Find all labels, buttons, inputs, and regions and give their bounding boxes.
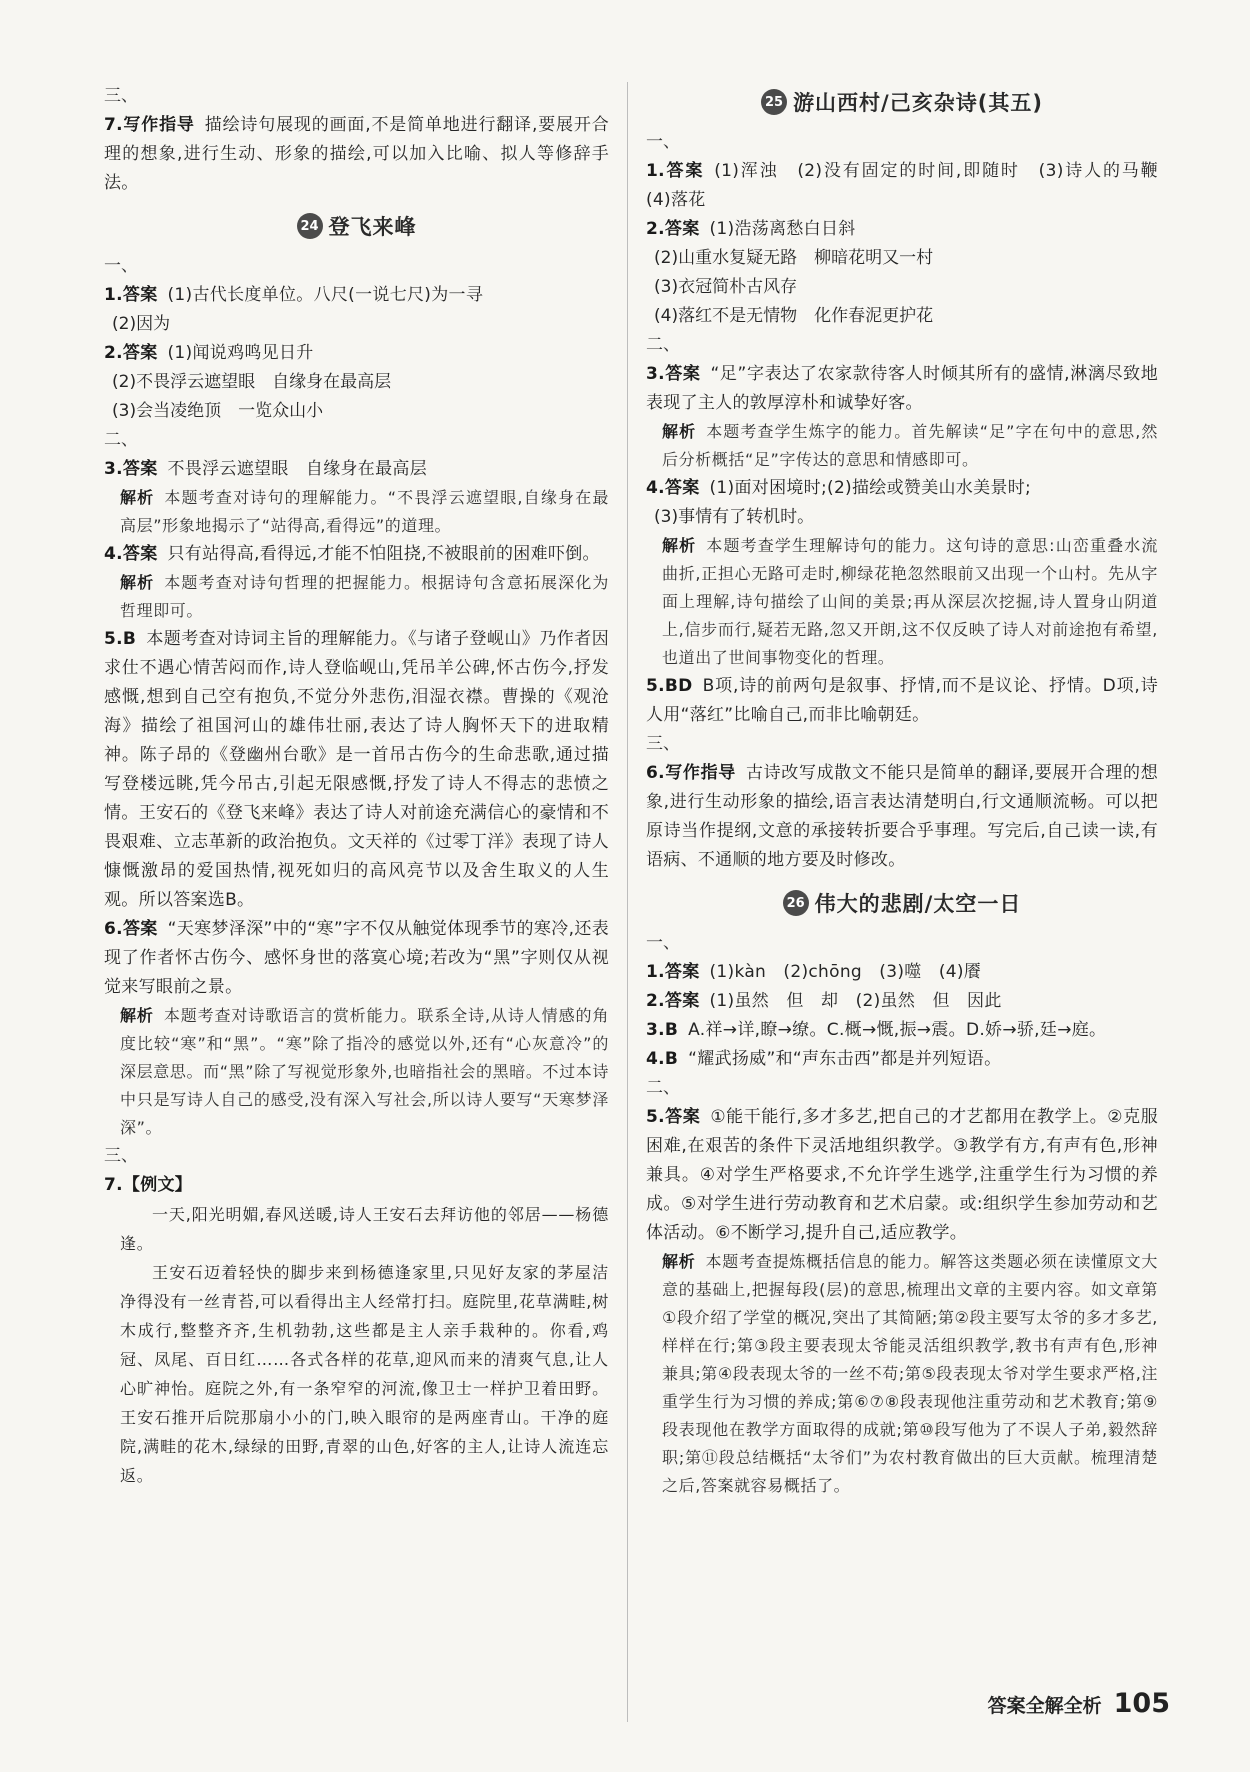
explanation (646, 532, 1158, 672)
answer-text: “天寒梦泽深”中的“寒”字不仅从触觉体现季节的寒冷,还表现了作者怀古伤今、感怀身世的落寞心境;若改为“黑”字则仅从视觉来写眼前之景。 (104, 919, 609, 997)
answer-text: (1)kàn (2)chōng (3)噬 (4)餍 (709, 962, 982, 982)
answer-text: 不畏浮云遮望眼 自缘身在最高层 (167, 459, 427, 479)
answer-tag: 答案 (664, 219, 700, 239)
section-26-header (646, 883, 1158, 923)
question-number: 3.B (646, 1020, 679, 1040)
section-mark: 二、 (104, 430, 138, 450)
answer-text: (1)浑浊 (2)没有固定的时间,即随时 (3)诗人的马鞭 (4)落花 (646, 161, 1176, 210)
question-1 (646, 958, 1158, 987)
question-number: 4. (104, 544, 123, 564)
explanation-text: 本题考查对诗句哲理的把握能力。根据诗句含意拓展深化为哲理即可。 (120, 573, 610, 620)
explanation-text: 本题考查提炼概括信息的能力。解答这类题必须在读懂原文大意的基础上,把握每段(层)的意思,梳理出文章的主要内容。如文章第①段介绍了学堂的概况,突出了其简陋;第②段主要写太爷的多才多艺,样样在行;第③段主要表现太爷能灵活组织教学,教书有声有色,形神兼具;第④段表现太爷的一丝不苟;第⑤段表现太爷对学生要求严格,注重学生行为习惯的养成;第⑥⑦⑧段表现他注重劳动和艺术教育;第⑨段表现他在教学方面取得的成就;第⑩段写他为了不误人子弟,毅然辞职;第⑪段总结概括“太爷们”为农村教育做出的巨大贡献。梳理清楚之后,答案就容易概括了。 (662, 1252, 1158, 1495)
explanation-text: 本题考查对诗歌语言的赏析能力。联系全诗,从诗人情感的角度比较“寒”和“黑”。“寒”除了指冷的感觉以外,还有“心灰意冷”的深层意思。而“黑”除了写视觉形象外,也暗指社会的黑暗。不过本诗中只是写诗人自己的感受,没有深入写社会,所以诗人要写“天寒梦泽深”。 (120, 1006, 609, 1137)
left-column (104, 82, 609, 1490)
question-number: 6. (646, 763, 665, 783)
section-mark: 三、 (646, 734, 680, 754)
question-number: 7. (104, 115, 123, 135)
question-4 (646, 474, 1158, 503)
answer-text: (1)虽然 但 却 (2)虽然 但 因此 (709, 991, 1002, 1011)
question-number: 3. (646, 364, 665, 384)
question-4 (646, 1045, 1158, 1074)
question-4 (104, 540, 609, 569)
section-mark: 二、 (646, 335, 680, 355)
section-24-header (104, 206, 609, 246)
question-number: 2. (104, 343, 123, 363)
question-number: 1. (646, 161, 665, 181)
question-number: 5.BD (646, 676, 693, 696)
answer-line: (1)面对困境时;(2)描绘或赞美山水美景时; (709, 478, 1032, 498)
section-mark: 三、 (104, 86, 138, 106)
answer-tag: 答案 (664, 962, 700, 982)
question-5 (646, 1103, 1158, 1248)
answer-tag: 答案 (664, 364, 701, 384)
explanation-text: 本题考查学生炼字的能力。首先解读“足”字在句中的意思,然后分析概括“足”字传达的意思和情感即可。 (662, 422, 1159, 469)
answer-line: (3)会当凌绝顶 一览众山小 (112, 401, 324, 421)
answer-tag: 写作指导 (664, 763, 736, 783)
section-mark: 二、 (646, 1078, 680, 1098)
question-2 (104, 339, 609, 368)
question-2 (646, 987, 1158, 1016)
question-number: 4. (646, 478, 665, 498)
question-number: 4.B (646, 1049, 679, 1069)
answer-text: A.祥→详,瞭→缭。C.概→慨,振→震。D.娇→骄,廷→庭。 (688, 1020, 1107, 1040)
answer-tag: 答案 (664, 1107, 701, 1127)
question-number: 7. (104, 1175, 123, 1195)
answer-tag: 答案 (122, 343, 158, 363)
answer-tag: 答案 (122, 919, 158, 939)
answer-text: B项,诗的前两句是叙事、抒情,而不是议论、抒情。D项,诗人用“落红”比喻自己,而非比喻朝廷。 (646, 676, 1158, 725)
question-6-writing-guide (646, 759, 1158, 875)
right-column (646, 82, 1176, 1500)
answer-tag: 答案 (122, 459, 158, 479)
answer-line: (1)闻说鸡鸣见日升 (167, 343, 314, 363)
answer-text: 只有站得高,看得远,才能不怕阻挠,不被眼前的困难吓倒。 (167, 544, 600, 564)
question-5 (104, 625, 609, 915)
question-number: 6. (104, 919, 123, 939)
question-7-writing-guide (104, 111, 609, 198)
explanation (646, 418, 1158, 474)
explanation-label: 解析 (120, 573, 155, 592)
question-3 (646, 360, 1158, 418)
question-7-essay (104, 1171, 609, 1200)
question-3 (646, 1016, 1158, 1045)
section-mark: 一、 (646, 132, 680, 152)
answer-line: (2)因为 (112, 314, 171, 334)
question-number: 5.B (104, 629, 137, 649)
answer-tag: 答案 (122, 285, 158, 305)
answer-text: 本题考查对诗词主旨的理解能力。《与诸子登岘山》乃作者因求仕不遇心情苦闷而作,诗人登临岘山,凭吊羊公碑,怀古伤今,抒发感慨,想到自己空有抱负,不觉分外悲伤,泪湿衣襟。曹操的《观沧海》描绘了祖国河山的雄伟壮丽,表达了诗人胸怀天下的进取精神。陈子昂的《登幽州台歌》是一首吊古伤今的生命悲歌,通过描写登楼远眺,凭今吊古,引起无限感慨,抒发了诗人不得志的悲愤之情。王安石的《登飞来峰》表达了诗人对前途充满信心的豪情和不畏艰难、立志革新的政治抱负。文天祥的《过零丁洋》表现了诗人慷慨激昂的爱国热情,视死如归的高风亮节以及舍生取义的人生观。所以答案选B。 (104, 629, 609, 910)
lesson-number-badge: 26 (783, 890, 809, 916)
footer-label: 答案全解全析 (987, 1695, 1102, 1717)
question-1 (104, 281, 609, 310)
question-number: 2. (646, 991, 665, 1011)
column-divider (627, 82, 628, 1722)
explanation (646, 1248, 1158, 1500)
explanation (104, 484, 609, 540)
answer-tag: 答案 (122, 544, 158, 564)
answer-text: “耀武扬威”和“声东击西”都是并列短语。 (688, 1049, 1002, 1069)
answer-tag: 答案 (664, 161, 705, 181)
answer-line: (1)浩荡离愁白日斜 (709, 219, 856, 239)
answer-line: (3)事情有了转机时。 (654, 507, 815, 527)
explanation-label: 解析 (662, 422, 697, 441)
answer-tag: 【例文】 (122, 1175, 193, 1195)
lesson-title: 伟大的悲剧/太空一日 (814, 892, 1022, 916)
question-number: 5. (646, 1107, 665, 1127)
answer-text: ①能干能行,多才多艺,把自己的才艺都用在教学上。②克服困难,在艰苦的条件下灵活地组织教学。③教学有方,有声有色,形神兼具。④对学生严格要求,不允许学生逃学,注重学生行为习惯的养成。⑤对学生进行劳动教育和艺术启蒙。或:组织学生参加劳动和艺体活动。⑥不断学习,提升自己,适应教学。 (646, 1107, 1159, 1243)
answer-text: “足”字表达了农家款待客人时倾其所有的盛情,淋漓尽致地表现了主人的敦厚淳朴和诚挚好客。 (646, 364, 1158, 413)
section-mark: 一、 (104, 256, 138, 276)
explanation-text: 本题考查对诗句的理解能力。“不畏浮云遮望眼,自缘身在最高层”形象地揭示了“站得高,看得远”的道理。 (120, 488, 609, 535)
question-3 (104, 455, 609, 484)
answer-tag: 写作指导 (122, 115, 195, 135)
answer-text: 描绘诗句展现的画面,不是简单地进行翻译,要展开合理的想象,进行生动、形象的描绘,可以加入比喻、拟人等修辞手法。 (104, 115, 609, 193)
page-footer (988, 1688, 1170, 1719)
lesson-title: 登飞来峰 (328, 215, 417, 239)
question-number: 3. (104, 459, 123, 479)
explanation-label: 解析 (662, 1252, 696, 1271)
lesson-title: 游山西村/己亥杂诗(其五) (793, 91, 1043, 115)
explanation (104, 569, 609, 625)
essay-paragraph: 王安石迈着轻快的脚步来到杨德逢家里,只见好友家的茅屋洁净得没有一丝青苔,可以看得出主人经常打扫。庭院里,花草满畦,树木成行,整整齐齐,生机勃勃,这些都是主人亲手栽种的。你看,鸡冠、凤尾、百日红……各式各样的花草,迎风而来的清爽气息,让人心旷神怡。庭院之外,有一条窄窄的河流,像卫士一样护卫着田野。王安石推开后院那扇小小的门,映入眼帘的是两座青山。干净的庭院,满畦的花木,绿绿的田野,青翠的山色,好客的主人,让诗人流连忘返。 (120, 1263, 609, 1485)
lesson-number-badge: 24 (297, 213, 323, 239)
answer-tag: 答案 (664, 991, 700, 1011)
explanation-label: 解析 (120, 1006, 154, 1025)
question-number: 1. (104, 285, 123, 305)
question-6 (104, 915, 609, 1002)
question-number: 2. (646, 219, 665, 239)
lesson-number-badge: 25 (761, 89, 787, 115)
answer-line: (3)衣冠简朴古风存 (654, 277, 798, 297)
answer-line: (2)不畏浮云遮望眼 自缘身在最高层 (112, 372, 392, 392)
explanation (104, 1002, 609, 1142)
explanation-label: 解析 (120, 488, 155, 507)
explanation-label: 解析 (662, 536, 697, 555)
answer-tag: 答案 (664, 478, 700, 498)
section-mark: 三、 (104, 1146, 138, 1166)
answer-line: (4)落红不是无情物 化作春泥更护花 (654, 306, 934, 326)
essay-paragraph: 一天,阳光明媚,春风送暖,诗人王安石去拜访他的邻居——杨德逢。 (120, 1205, 609, 1253)
answer-line: (2)山重水复疑无路 柳暗花明又一村 (654, 248, 934, 268)
question-2 (646, 215, 1158, 244)
question-5 (646, 672, 1158, 730)
page-number: 105 (1113, 1688, 1170, 1719)
answer-line: (1)古代长度单位。八尺(一说七尺)为一寻 (167, 285, 484, 305)
question-1 (646, 157, 1176, 215)
section-mark: 一、 (646, 933, 680, 953)
answer-text: 古诗改写成散文不能只是简单的翻译,要展开合理的想象,进行生动形象的描绘,语言表达清楚明白,行文通顺流畅。可以把原诗当作提纲,文意的承接转折要合乎事理。写完后,自己读一读,有语病、不通顺的地方要及时修改。 (646, 763, 1158, 870)
explanation-text: 本题考查学生理解诗句的能力。这句诗的意思:山峦重叠水流曲折,正担心无路可走时,柳绿花艳忽然眼前又出现一个山村。先从字面上理解,诗句描绘了山间的美景;再从深层次挖掘,诗人置身山阴道上,信步而行,疑若无路,忽又开朗,这不仅反映了诗人对前途抱有希望,也道出了世间事物变化的哲理。 (662, 536, 1159, 667)
question-number: 1. (646, 962, 665, 982)
section-25-header (646, 82, 1158, 122)
